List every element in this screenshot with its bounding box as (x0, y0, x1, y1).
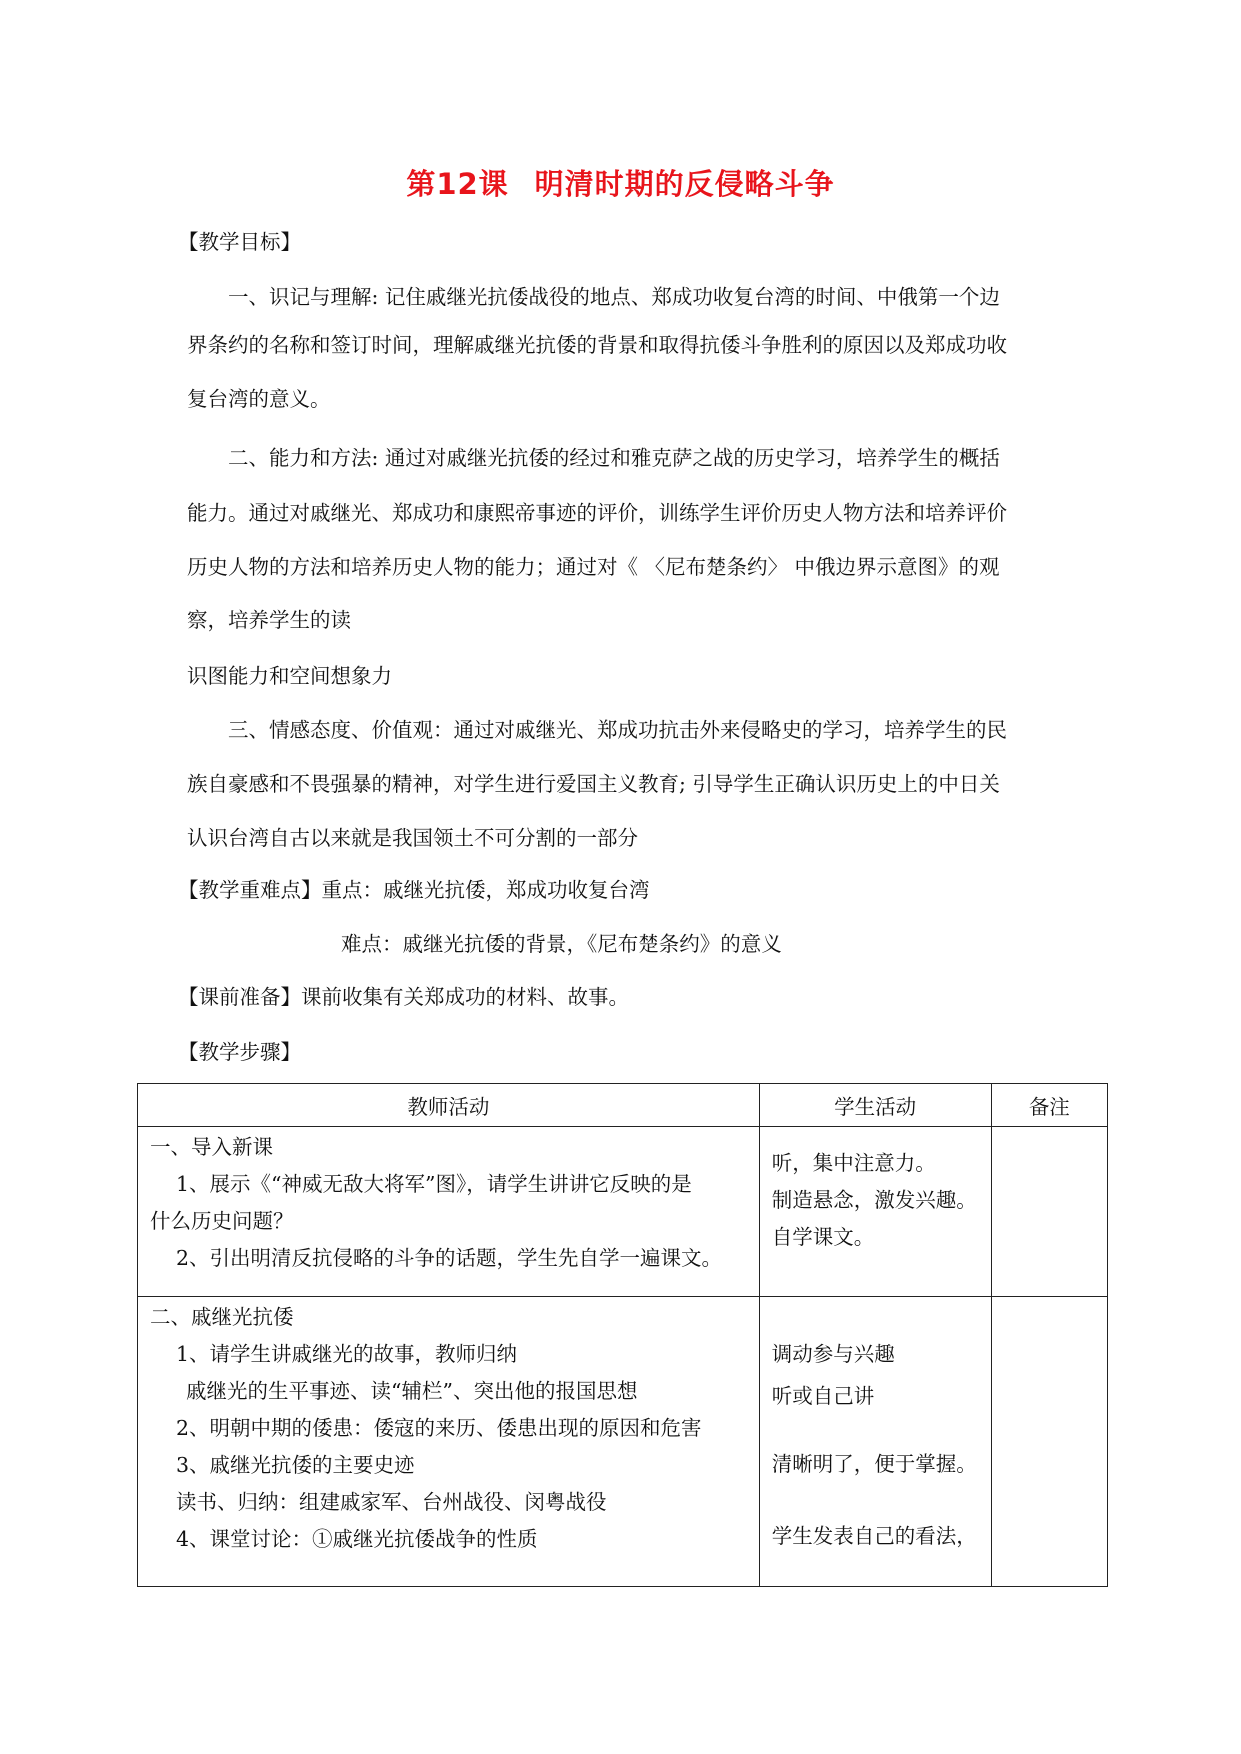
teacher-step: 读书、归纳：组建戚家军、台州战役、闵粤战役 (176, 1490, 607, 1514)
table-row (138, 1127, 1108, 1297)
objective-line: 察，培养学生的读 (187, 608, 351, 632)
teacher-step: 戚继光的生平事迹、读“辅栏”、突出他的报国思想 (186, 1379, 638, 1403)
section-heading: 一、导入新课 (150, 1135, 273, 1159)
student-activity-cell (759, 1297, 991, 1587)
student-activity: 制造悬念，激发兴趣。 (771, 1188, 977, 1212)
steps-heading: 【教学步骤】 (178, 1040, 301, 1064)
teacher-activity-cell (138, 1297, 760, 1587)
lesson-number: 第12课 (406, 167, 509, 201)
student-activity: 调动参与兴趣 (771, 1342, 895, 1366)
objective-line: 一、识记与理解: 记住戚继光抗倭战役的地点、郑成功收复台湾的时间、中俄第一个边 (228, 285, 1000, 309)
teacher-step: 什么历史问题？ (150, 1209, 294, 1233)
key-points-heading: 【教学重难点】 (178, 878, 322, 902)
objective-line: 能力。通过对戚继光、郑成功和康熙帝事迹的评价，训练学生评价历史人物方法和培养评价 (187, 501, 1007, 525)
header-student-activity: 学生活动 (759, 1084, 991, 1127)
table-header-row (138, 1084, 1108, 1127)
objective-line: 识图能力和空间想象力 (187, 664, 392, 688)
objective-line: 族自豪感和不畏强暴的精神，对学生进行爱国主义教育; 引导学生正确认识历史上的中日关 (187, 772, 1000, 796)
teacher-step: 1、展示《“神威无敌大将军”图》，请学生讲讲它反映的是 (176, 1172, 692, 1196)
objective-line: 认识台湾自古以来就是我国领土不可分割的一部分 (187, 826, 638, 850)
student-activity: 听，集中注意力。 (771, 1151, 936, 1175)
teacher-activity-cell (138, 1127, 760, 1297)
objective-line: 历史人物的方法和培养历史人物的能力；通过对《 〈尼布楚条约〉 中俄边界示意图》的观 (187, 555, 1000, 579)
header-notes: 备注 (991, 1084, 1107, 1127)
header-teacher-activity: 教师活动 (138, 1084, 760, 1127)
student-activity: 听或自己讲 (771, 1384, 875, 1408)
preparation-heading: 【课前准备】 (178, 985, 301, 1009)
lesson-title (0, 162, 1241, 203)
objective-line: 三、情感态度、价值观：通过对戚继光、郑成功抗击外来侵略史的学习，培养学生的民 (228, 718, 1007, 742)
key-point-text: 重点：戚继光抗倭，郑成功收复台湾 (321, 878, 650, 902)
student-activity: 清晰明了，便于掌握。 (771, 1452, 977, 1476)
notes-cell (991, 1127, 1107, 1297)
notes-cell (991, 1297, 1107, 1587)
lesson-name: 明清时期的反侵略斗争 (534, 167, 835, 201)
teacher-step: 3、戚继光抗倭的主要史迹 (176, 1453, 415, 1477)
teacher-step: 2、明朝中期的倭患：倭寇的来历、倭患出现的原因和危害 (176, 1416, 702, 1440)
student-activity-cell (759, 1127, 991, 1297)
student-activity: 自学课文。 (771, 1225, 875, 1249)
difficult-point-text: 难点：戚继光抗倭的背景，《尼布楚条约》的意义 (341, 932, 782, 956)
objective-line: 界条约的名称和签订时间，理解戚继光抗倭的背景和取得抗倭斗争胜利的原因以及郑成功收 (187, 333, 1007, 357)
teacher-step: 4、课堂讨论：①戚继光抗倭战争的性质 (176, 1527, 538, 1551)
teaching-steps-table (137, 1083, 1108, 1587)
objectives-heading: 【教学目标】 (178, 230, 301, 254)
student-activity: 学生发表自己的看法， (771, 1524, 977, 1548)
teacher-step: 1、请学生讲戚继光的故事，教师归纳 (176, 1342, 518, 1366)
key-points-row (178, 876, 650, 904)
section-heading: 二、戚继光抗倭 (150, 1305, 294, 1329)
objective-line: 二、能力和方法: 通过对戚继光抗倭的经过和雅克萨之战的历史学习，培养学生的概括 (228, 446, 1000, 470)
teacher-step: 2、引出明清反抗侵略的斗争的话题，学生先自学一遍课文。 (176, 1246, 723, 1270)
table-row (138, 1297, 1108, 1587)
preparation-text: 课前收集有关郑成功的材料、故事。 (301, 985, 629, 1009)
preparation-row (178, 983, 629, 1011)
objective-line: 复台湾的意义。 (187, 387, 331, 411)
